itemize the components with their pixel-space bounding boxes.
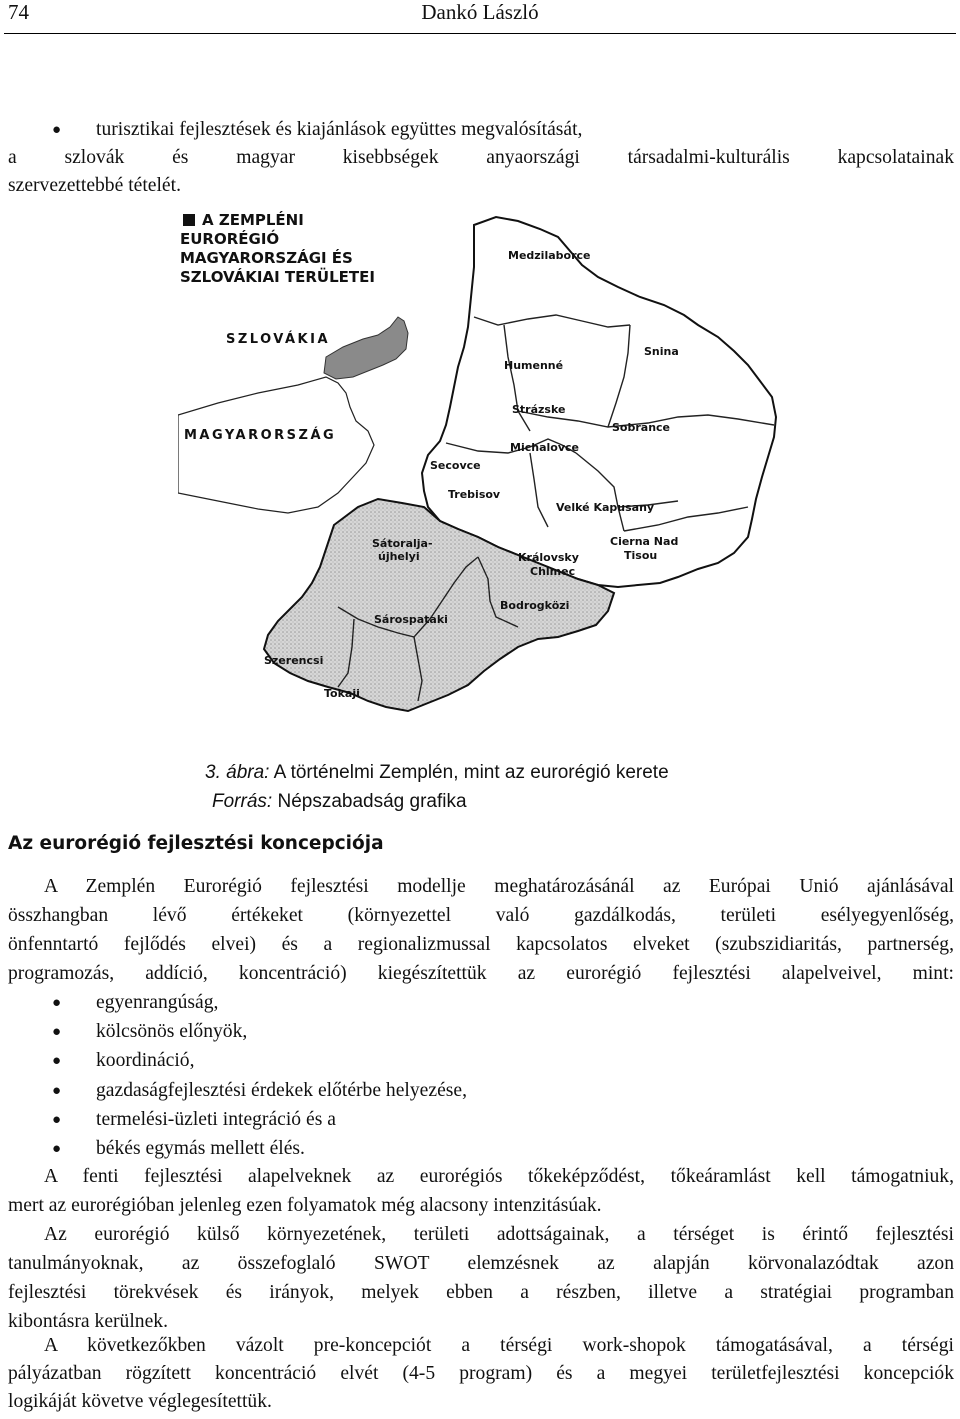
running-head-author: Dankó László: [421, 0, 539, 24]
map-title-line: MAGYARORSZÁGI ÉS: [180, 249, 353, 267]
principle-text: egyenrangúság,: [96, 992, 219, 1013]
map-title-line: A ZEMPLÉNI: [202, 211, 304, 229]
principle-text: koordináció,: [96, 1050, 195, 1071]
place-label-tokaji: Tokaji: [324, 687, 360, 700]
principle-text: kölcsönös előnyök,: [96, 1021, 248, 1042]
place-label-cierna-nad-tisou: Cierna Nad: [610, 535, 679, 548]
place-label-satoralja: Sátoralja-: [372, 537, 433, 550]
principle-text: termelési-üzleti integráció és a: [96, 1109, 336, 1130]
figure-caption: [205, 762, 669, 784]
bullet-dot-icon: ●: [52, 122, 62, 138]
zemplen-euroregion-map: [178, 207, 780, 737]
country-label-hungary: MAGYARORSZÁG: [184, 428, 337, 443]
slovakia-inset-shape: [324, 317, 408, 379]
paragraph-line: mert az eurorégióban jelenleg ezen folyamatok még alacsony intenzitásúak.: [8, 1195, 602, 1216]
principle-text: gazdaságfejlesztési érdekek előtérbe helyezése,: [96, 1080, 467, 1101]
paragraph-line: programozás, addíció, koncentráció) kiegészítettük az eurorégió fejlesztési alapelveivel, mint:: [8, 963, 954, 984]
paragraph-line: pályázatban rögzített koncentráció elvét (4-5 program) és a megyei területfejlesztési koncepciók: [8, 1363, 954, 1384]
place-label-kralovsky-chlmec: Královsky: [518, 551, 579, 564]
paragraph-line: összhangban lévő értékeket (környezettel való gazdálkodás, területi esélyegyenlőség,: [8, 905, 954, 926]
paragraph-line: A Zemplén Eurorégió fejlesztési modellje meghatározásánál az Európai Unió ajánlásával: [44, 876, 954, 897]
place-label-sobrance: Sobrance: [612, 421, 671, 434]
place-label-szerencsi: Szerencsi: [264, 654, 324, 667]
paragraph-line: önfenntartó fejlődés elvei) és a regionalizmussal kapcsolatos elveket (szubszidiaritás, partnerség,: [8, 934, 954, 955]
caption-label: 3. ábra:: [205, 762, 270, 783]
place-label-strazske: Strázske: [512, 403, 566, 416]
intro-bullet-text: turisztikai fejlesztések és kiajánlások együttes megvalósítását,: [96, 119, 583, 140]
map-title-line: SZLOVÁKIAI TERÜLETEI: [180, 268, 375, 286]
caption-text: A történelmi Zemplén, mint az eurorégió kerete: [269, 762, 669, 783]
figure-source: [212, 791, 467, 813]
paragraph-line: logikáját követve véglegesítettük.: [8, 1391, 272, 1412]
place-label-sarospataki: Sárospataki: [374, 613, 448, 626]
title-square-icon: [183, 214, 195, 226]
section-heading: Az eurorégió fejlesztési koncepciója: [8, 833, 384, 854]
place-label-velke-kapusany: Velké Kapusany: [556, 501, 655, 514]
paragraph-line: fejlesztési törekvések és irányok, melyek ebben a részben, illetve a stratégiai programban: [8, 1282, 954, 1303]
place-label-trebisov: Trebisov: [448, 488, 501, 501]
bullet-dot-icon: ●: [52, 1141, 62, 1157]
intro-line: a szlovák és magyar kisebbségek anyaországi társadalmi-kulturális kapcsolatainak: [8, 147, 954, 168]
source-label: Forrás:: [212, 791, 273, 812]
bullet-dot-icon: ●: [52, 995, 62, 1011]
paragraph-line: Az eurorégió külső környezetének, területi adottságainak, a térséget is érintő fejlesztési: [44, 1224, 954, 1245]
slovak-region-shape: [422, 217, 776, 587]
bullet-dot-icon: ●: [52, 1112, 62, 1128]
paragraph-line: A következőkben vázolt pre-koncepciót a térségi work-shopok támogatásával, a térségi: [44, 1335, 954, 1356]
place-label-cierna-nad-tisou: Tisou: [624, 549, 658, 562]
place-label-humenne: Humenné: [504, 359, 564, 372]
map-title-line: EURORÉGIÓ: [180, 230, 280, 248]
paragraph-line: A fenti fejlesztési alapelveknek az eurorégiós tőkeképződést, tőkeáramlást kell támogatniuk,: [44, 1166, 954, 1187]
principle-text: békés egymás mellett élés.: [96, 1138, 305, 1159]
header-rule: [4, 33, 956, 34]
bullet-dot-icon: ●: [52, 1083, 62, 1099]
hungary-inset-shape: [178, 377, 374, 513]
page-number: 74: [8, 0, 29, 24]
source-text: Népszabadság grafika: [272, 791, 467, 812]
paragraph-line: tanulmányoknak, az összefoglaló SWOT elemzésnek az alapján körvonalazódtak azon: [8, 1253, 954, 1274]
place-label-secovce: Secovce: [430, 459, 481, 472]
place-label-bodrogkozi: Bodrogközi: [500, 599, 570, 612]
place-label-satoralja: újhelyi: [378, 550, 420, 563]
bullet-dot-icon: ●: [52, 1053, 62, 1069]
place-label-medzilaborce: Medzilaborce: [508, 249, 591, 262]
place-label-snina: Snina: [644, 345, 679, 358]
country-label-slovakia: SZLOVÁKIA: [226, 332, 331, 347]
bullet-dot-icon: ●: [52, 1024, 62, 1040]
place-label-michalovce: Michalovce: [510, 441, 579, 454]
place-label-kralovsky-chlmec: Chlmec: [530, 565, 576, 578]
paragraph-line: kibontásra kerülnek.: [8, 1311, 168, 1332]
intro-line: szervezettebbé tételét.: [8, 175, 181, 196]
